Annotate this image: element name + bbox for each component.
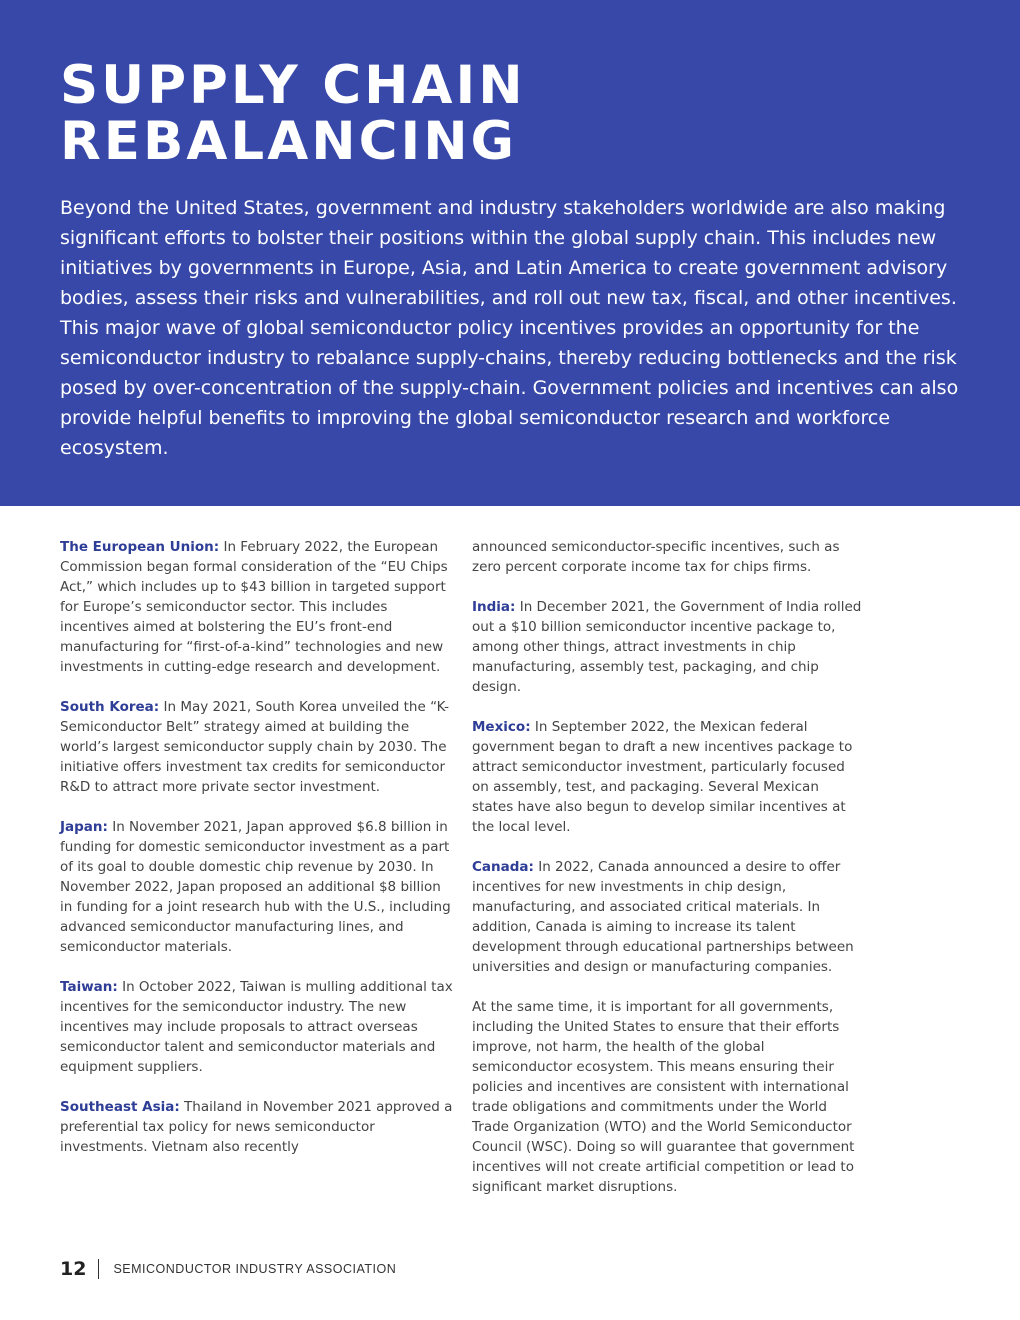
section-label: Japan: <box>60 819 108 835</box>
left-column <box>60 537 455 1177</box>
section-india <box>472 597 864 697</box>
page-number: 12 <box>60 1258 87 1280</box>
section-label: India: <box>472 599 516 615</box>
section-text: Thailand in November 2021 approved a preferential tax policy for news semiconductor investments. Vietnam also recently <box>60 1099 453 1155</box>
section-taiwan <box>60 977 455 1077</box>
section-south-korea <box>60 697 455 797</box>
section-label: Southeast Asia: <box>60 1099 180 1115</box>
section-southeast-asia-continued: announced semiconductor-specific incentives, such as zero percent corporate income tax for chips firms. <box>472 539 840 575</box>
header-banner <box>0 0 1020 506</box>
intro-paragraph: Beyond the United States, government and industry stakeholders worldwide are also making significant efforts to bolster their positions within the global supply chain. This includes new initiatives by governments in Europe, Asia, and Latin America to create government advisory bodies, assess their risks and vulnerabilities, and roll out new tax, fiscal, and other incentives. This major wave of global semiconductor policy incentives provides an opportunity for the semiconductor industry to rebalance supply-chains, thereby reducing bottlenecks and the risk posed by over-concentration of the supply-chain. Government policies and incentives can also provide helpful benefits to improving the global semiconductor research and workforce ecosystem. <box>60 197 959 459</box>
footer-divider <box>98 1259 99 1279</box>
section-text: In December 2021, the Government of India rolled out a $10 billion semiconductor incentive package to, among other things, attract investments in chip manufacturing, assembly test, packaging, and chip design. <box>472 599 862 695</box>
page-title-line-2: REBALANCING <box>60 111 518 172</box>
section-european-union <box>60 537 455 677</box>
section-mexico <box>472 717 864 837</box>
section-label: Taiwan: <box>60 979 118 995</box>
section-text: In September 2022, the Mexican federal government began to draft a new incentives package to attract semiconductor investment, particularly focused on assembly, test, and packaging. Several Mexican states have also begun to develop similar incentives at the local level. <box>472 719 853 835</box>
right-column <box>472 537 864 1217</box>
section-southeast-asia <box>60 1097 455 1157</box>
section-text: In May 2021, South Korea unveiled the “K-Semiconductor Belt” strategy aimed at building the world’s largest semiconductor supply chain by 2030. The initiative offers investment tax credits for semiconductor R&D to attract more private sector investment. <box>60 699 449 795</box>
page-title <box>60 55 526 172</box>
page-title-line-1: SUPPLY CHAIN <box>60 55 526 116</box>
section-text: In October 2022, Taiwan is mulling additional tax incentives for the semiconductor industry. The new incentives may include proposals to attract overseas semiconductor talent and semiconductor materials and equipment suppliers. <box>60 979 453 1075</box>
section-label: South Korea: <box>60 699 160 715</box>
section-label: The European Union: <box>60 539 220 555</box>
section-text: In November 2021, Japan approved $6.8 billion in funding for domestic semiconductor investment as a part of its goal to double domestic chip revenue by 2030. In November 2022, Japan proposed an additional $8 billion in funding for a joint research hub with the U.S., including advanced semiconductor manufacturing lines, and semiconductor materials. <box>60 819 451 955</box>
section-canada <box>472 857 864 977</box>
organization-name: SEMICONDUCTOR INDUSTRY ASSOCIATION <box>113 1262 397 1276</box>
closing-paragraph: At the same time, it is important for all governments, including the United States to ensure that their efforts improve, not harm, the health of the global semiconductor ecosystem. This means ensuring their policies and incentives are consistent with international trade obligations and commitments under the World Trade Organization (WTO) and the World Semiconductor Council (WSC). Doing so will guarantee that government incentives will not create artificial competition or lead to significant market disruptions. <box>472 999 855 1195</box>
section-label: Canada: <box>472 859 534 875</box>
section-text: In 2022, Canada announced a desire to offer incentives for new investments in chip design, manufacturing, and associated critical materials. In addition, Canada is aiming to increase its talent development through educational partnerships between universities and design or manufacturing companies. <box>472 859 854 975</box>
section-japan <box>60 817 455 957</box>
page-footer <box>60 1256 396 1282</box>
section-label: Mexico: <box>472 719 531 735</box>
section-text: In February 2022, the European Commission began formal consideration of the “EU Chips Act,” which includes up to $43 billion in targeted support for Europe’s semiconductor sector. This includes incentives aimed at bolstering the EU’s front-end manufacturing for “first-of-a-kind” technologies and new investments in cutting-edge research and development. <box>60 539 448 675</box>
